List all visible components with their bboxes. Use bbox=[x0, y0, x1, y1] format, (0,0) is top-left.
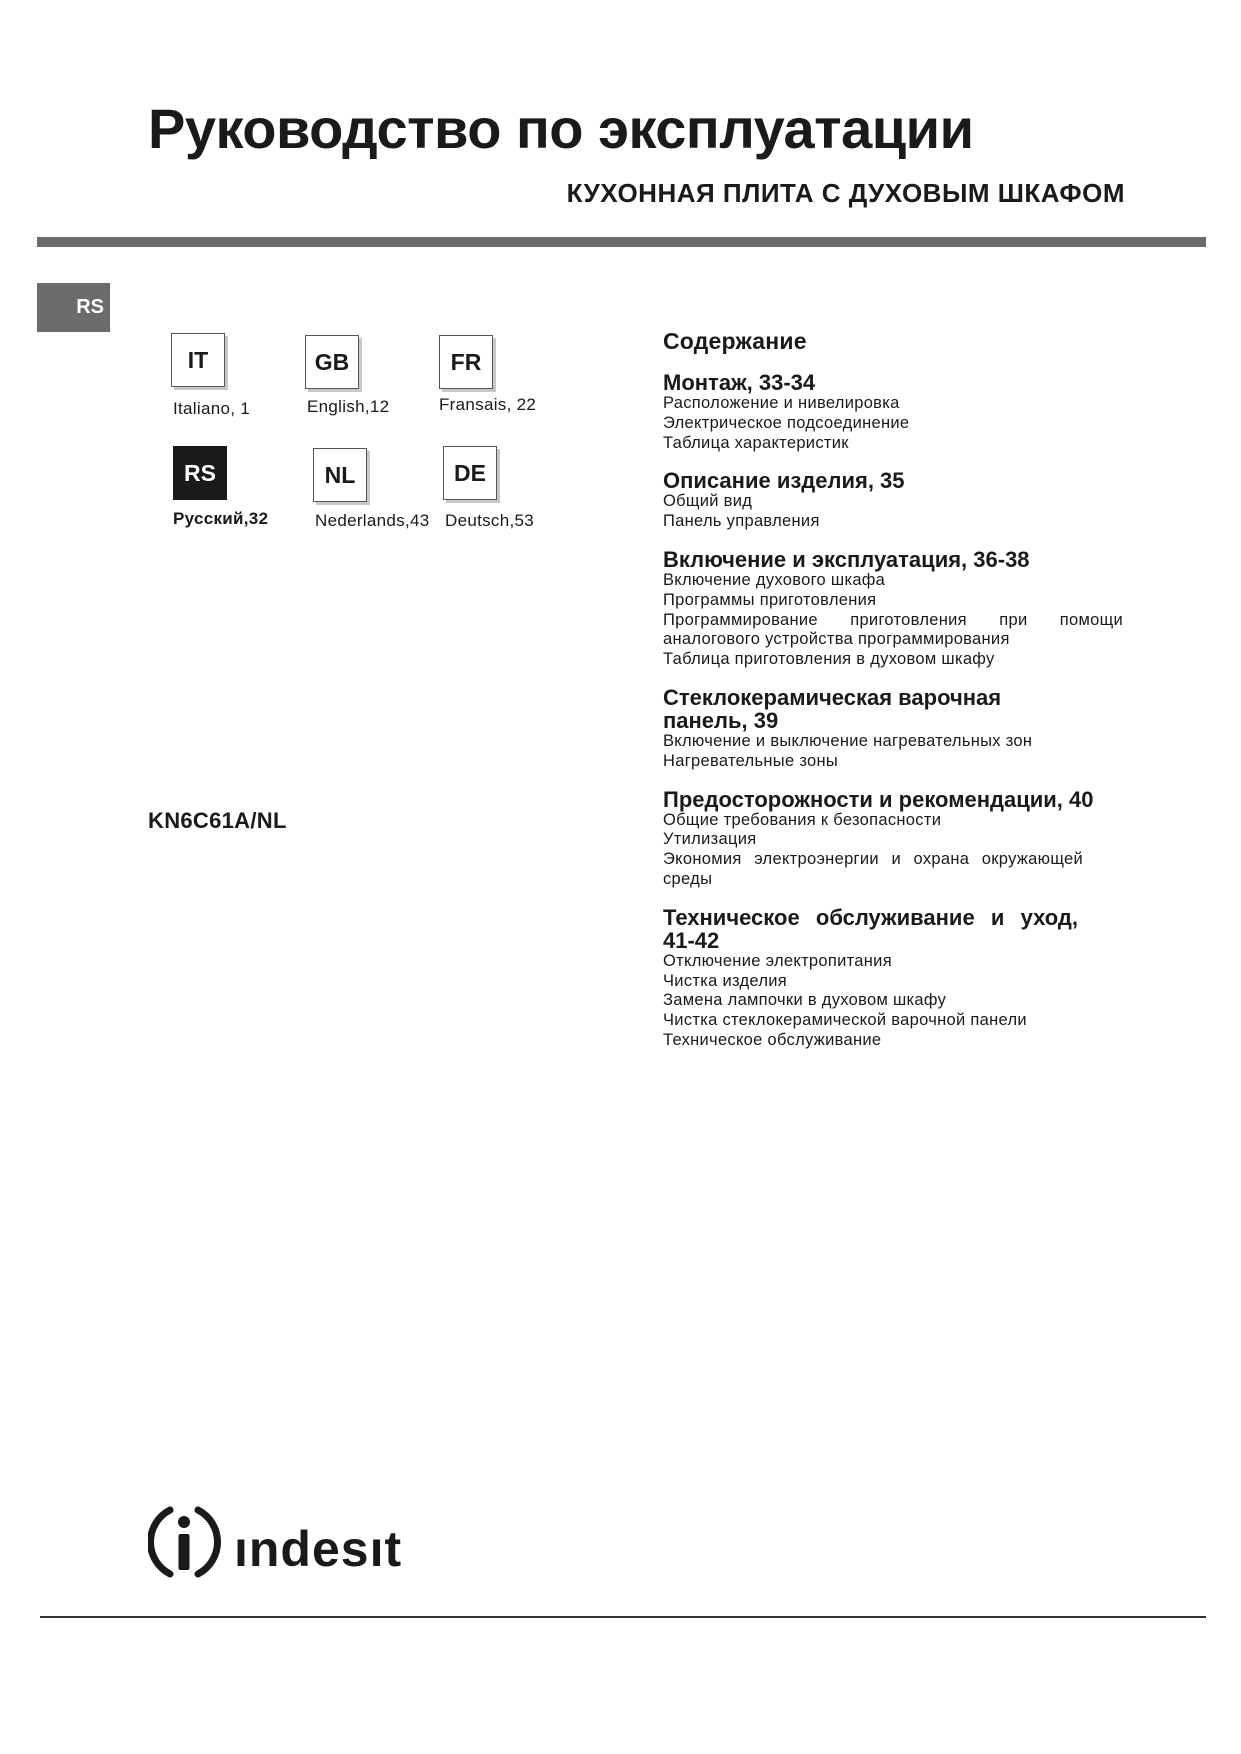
toc-item[interactable]: Включение и выключение нагревательных зон bbox=[663, 731, 1033, 750]
language-box-de[interactable]: DE bbox=[443, 446, 497, 500]
toc-heading[interactable]: Стеклокерамическая варочная панель, 39 bbox=[663, 684, 1002, 733]
table-of-contents bbox=[663, 328, 1123, 1067]
svg-text:ındesıt: ındesıt bbox=[234, 1521, 403, 1577]
page-title: Руководство по эксплуатации bbox=[148, 97, 974, 160]
toc-heading[interactable]: Монтаж, 33-34 bbox=[663, 370, 816, 395]
toc-item[interactable]: Программирование приготовления при помощи аналогового устройства программирования bbox=[663, 610, 1123, 649]
toc-section-description bbox=[663, 469, 1123, 532]
toc-heading[interactable]: Описание изделия, 35 bbox=[663, 468, 905, 494]
language-box-rs[interactable]: RS bbox=[173, 446, 227, 500]
toc-item[interactable]: Замена лампочки в духовом шкафу bbox=[663, 991, 947, 1010]
language-label-it: Italiano, 1 bbox=[173, 399, 251, 418]
toc-item[interactable]: Общий вид bbox=[663, 492, 753, 511]
toc-item[interactable]: Экономия электроэнергии и охрана окружающей среды bbox=[663, 850, 1083, 888]
toc-item[interactable]: Программы приготовления bbox=[663, 590, 877, 609]
toc-item[interactable]: Нагревательные зоны bbox=[663, 751, 839, 770]
toc-heading[interactable]: Включение и эксплуатация, 36-38 bbox=[663, 546, 1030, 572]
indesit-logo bbox=[148, 1502, 428, 1582]
language-box-nl[interactable]: NL bbox=[313, 448, 367, 502]
toc-title: Содержание bbox=[663, 328, 807, 354]
info-circle-icon bbox=[148, 1502, 428, 1582]
toc-section-hob bbox=[663, 686, 1123, 772]
toc-item[interactable]: Включение духового шкафа bbox=[663, 570, 886, 589]
toc-item[interactable]: Таблица приготовления в духовом шкафу bbox=[663, 650, 995, 669]
language-label-rs: Русский,32 bbox=[173, 509, 269, 528]
toc-heading[interactable]: Предосторожности и рекомендации, 40 bbox=[663, 786, 1094, 812]
toc-item[interactable]: Чистка изделия bbox=[663, 971, 788, 990]
toc-item[interactable]: Отключение электропитания bbox=[663, 951, 892, 970]
toc-item[interactable]: Чистка стеклокерамической варочной панели bbox=[663, 1011, 1027, 1030]
toc-item[interactable]: Электрическое подсоединение bbox=[663, 413, 910, 432]
toc-item[interactable]: Утилизация bbox=[663, 830, 757, 849]
page-subtitle: КУХОННАЯ ПЛИТА С ДУХОВЫМ ШКАФОМ bbox=[566, 178, 1125, 208]
language-box-gb[interactable]: GB bbox=[305, 335, 359, 389]
language-label-nl: Nederlands,43 bbox=[315, 511, 430, 530]
toc-section-maintenance bbox=[663, 906, 1123, 1051]
toc-section-precautions bbox=[663, 788, 1123, 890]
toc-item[interactable]: Техническое обслуживание bbox=[663, 1030, 882, 1049]
toc-section-operation bbox=[663, 548, 1123, 670]
toc-heading[interactable]: Техническое обслуживание и уход, 41-42 bbox=[663, 904, 1078, 953]
language-label-fr: Fransais, 22 bbox=[439, 395, 537, 414]
toc-section-installation bbox=[663, 371, 1123, 453]
language-label-de: Deutsch,53 bbox=[445, 511, 534, 530]
language-box-it[interactable]: IT bbox=[171, 333, 225, 387]
toc-item[interactable]: Таблица характеристик bbox=[663, 433, 849, 452]
toc-item[interactable]: Расположение и нивелировка bbox=[663, 394, 900, 412]
language-box-fr[interactable]: FR bbox=[439, 335, 493, 389]
header-divider bbox=[37, 237, 1206, 247]
toc-item[interactable]: Панель управления bbox=[663, 512, 820, 531]
toc-item[interactable]: Общие требования к безопасности bbox=[663, 810, 942, 829]
model-number: KN6C61A/NL bbox=[148, 808, 287, 833]
language-side-tab: RS bbox=[37, 283, 110, 332]
language-label-gb: English,12 bbox=[307, 397, 390, 416]
footer-divider bbox=[40, 1616, 1206, 1618]
